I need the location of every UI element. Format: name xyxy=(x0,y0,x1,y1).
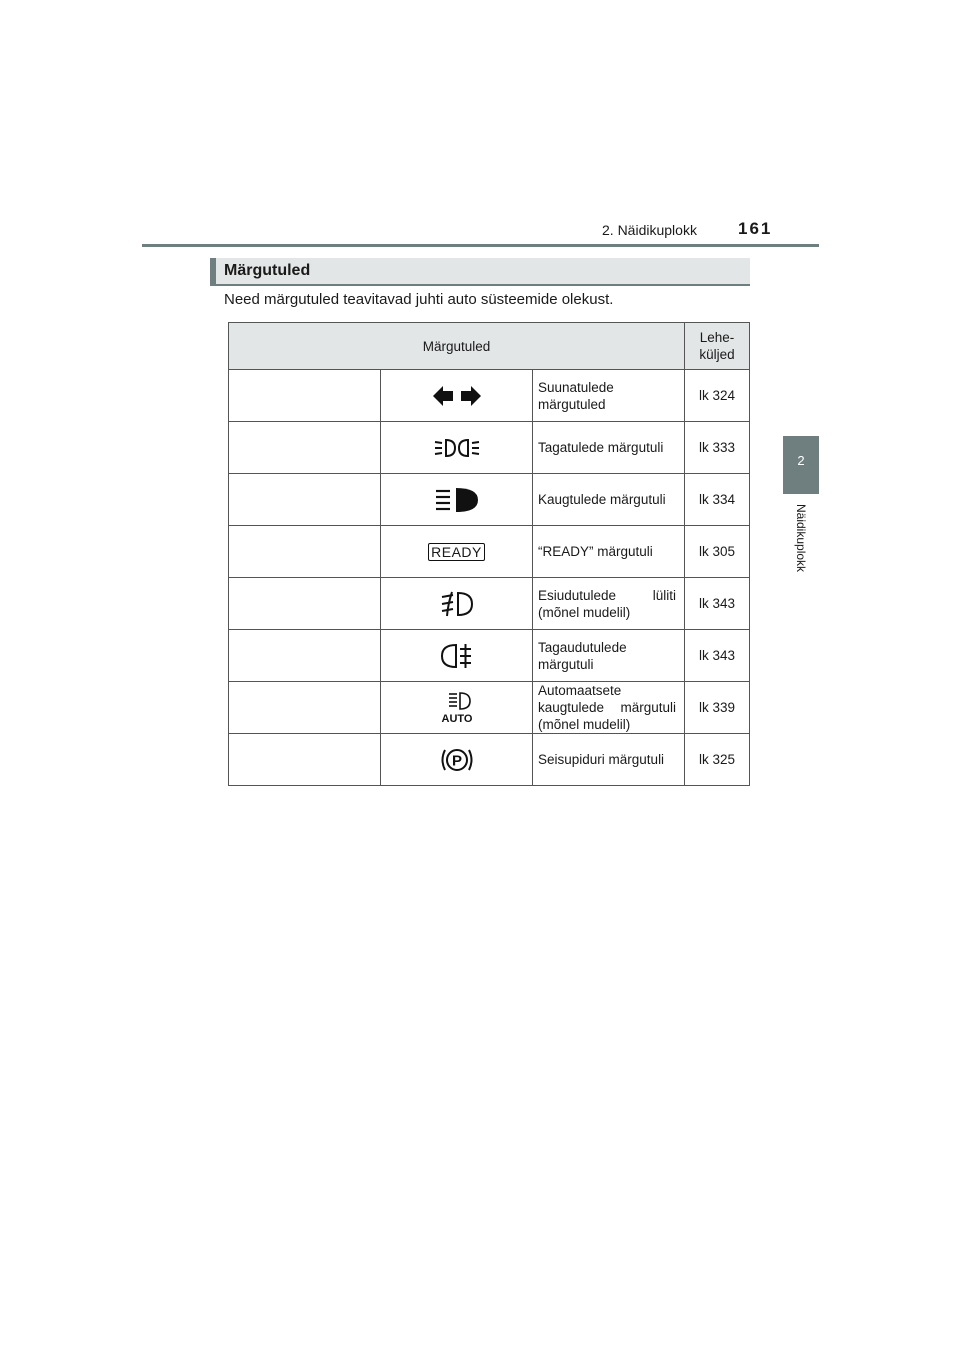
auto-high-beam-icon xyxy=(439,691,475,725)
row-description: Seisupiduri märgutuli xyxy=(533,734,685,786)
table-row xyxy=(229,474,750,526)
table-row xyxy=(229,526,750,578)
section-marker xyxy=(210,258,216,284)
row-description: Esiudutulede lüliti (mõnel mudelil) xyxy=(533,578,685,630)
col-header-indicators: Märgutuled xyxy=(229,323,685,370)
turn-signal-arrows-icon xyxy=(433,386,481,406)
parking-brake-icon xyxy=(440,746,474,774)
table-row xyxy=(229,630,750,682)
row-page-link[interactable]: lk 343 xyxy=(685,578,750,630)
row-page-link[interactable]: lk 334 xyxy=(685,474,750,526)
tail-lights-icon xyxy=(433,437,481,459)
table-row xyxy=(229,422,750,474)
col-header-pages xyxy=(685,323,750,370)
front-fog-light-icon xyxy=(440,590,474,618)
row-description: Suunatulede märgutuled xyxy=(533,370,685,422)
page-number: 161 xyxy=(738,219,773,238)
row-page-link[interactable]: lk 305 xyxy=(685,526,750,578)
table-row xyxy=(229,370,750,422)
section-header xyxy=(210,258,750,286)
table-row xyxy=(229,734,750,786)
section-intro: Need märgutuled teavitavad juhti auto süsteemide olekust. xyxy=(224,291,614,308)
row-description: Kaugtulede märgutuli xyxy=(533,474,685,526)
rear-fog-light-icon xyxy=(440,642,474,670)
parking-brake-letter: P xyxy=(451,752,462,769)
table-row xyxy=(229,682,750,734)
row-page-link[interactable]: lk 339 xyxy=(685,682,750,734)
indicator-table xyxy=(228,322,750,786)
row-description: Automaatsete kaugtulede märgutuli (mõnel mudelil) xyxy=(533,682,685,734)
auto-icon-label: AUTO xyxy=(441,712,472,725)
high-beam-icon xyxy=(434,487,480,513)
row-description: Tagatulede märgutuli xyxy=(533,422,685,474)
row-page-link[interactable]: lk 325 xyxy=(685,734,750,786)
header-rule xyxy=(142,244,819,247)
col-header-pages-line2: küljed xyxy=(699,347,735,362)
row-description: Tagaudutulede märgutuli xyxy=(533,630,685,682)
table-row xyxy=(229,578,750,630)
row-page-link[interactable]: lk 324 xyxy=(685,370,750,422)
section-title: Märgutuled xyxy=(224,262,311,279)
ready-icon: READY xyxy=(428,543,485,561)
row-page-link[interactable]: lk 343 xyxy=(685,630,750,682)
row-description: “READY” märgutuli xyxy=(533,526,685,578)
chapter-title: 2. Näidikuplokk xyxy=(602,222,697,238)
side-tab-label: Näidikuplokk xyxy=(794,504,808,573)
col-header-pages-line1: Lehe- xyxy=(699,330,735,345)
side-tab-number[interactable]: 2 xyxy=(783,436,819,494)
row-page-link[interactable]: lk 333 xyxy=(685,422,750,474)
table-header-row xyxy=(229,323,750,370)
